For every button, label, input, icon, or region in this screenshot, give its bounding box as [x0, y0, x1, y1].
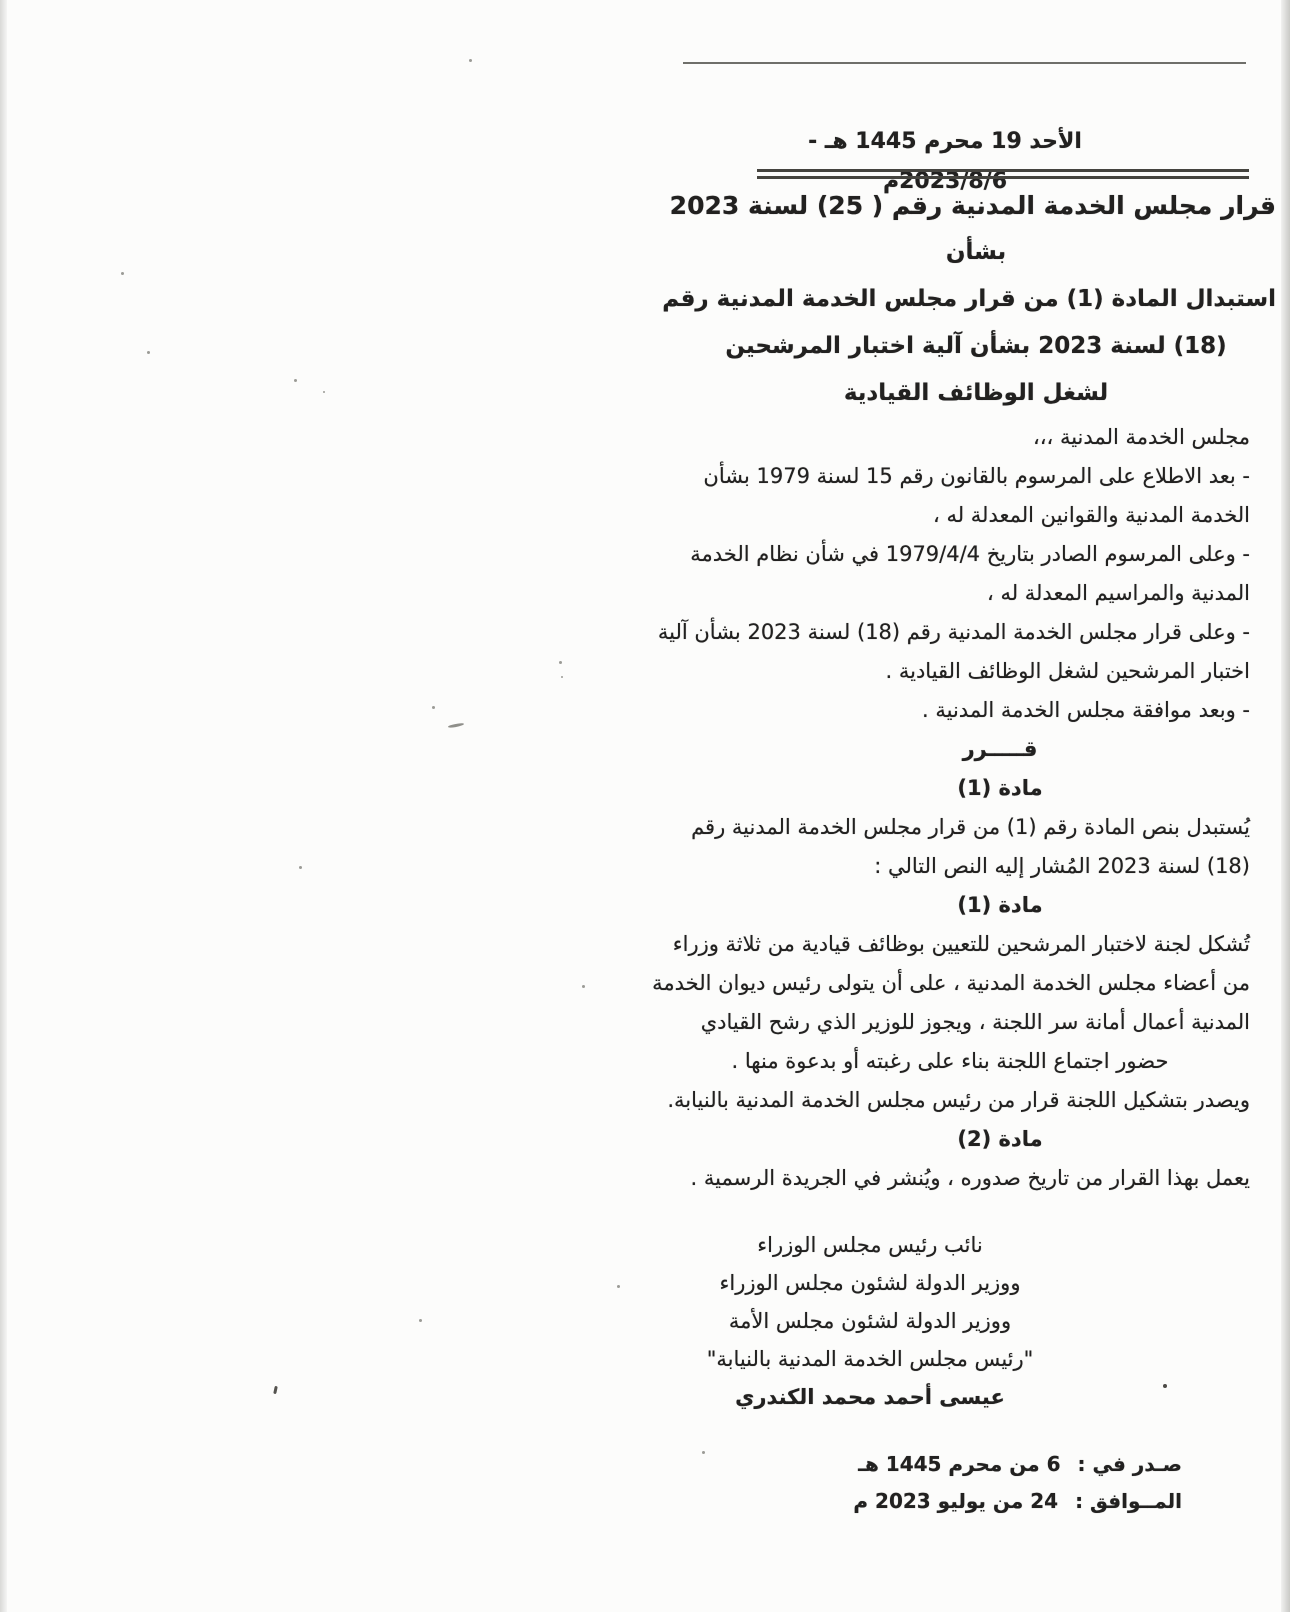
corresponding-date-label: المــوافق : — [1075, 1489, 1182, 1513]
scan-comma-mark — [273, 1386, 278, 1394]
preamble-clause-line: الخدمة المدنية والقوانين المعدلة له ، — [933, 503, 1250, 527]
scan-speck — [702, 1451, 705, 1454]
signatory-title: نائب رئيس مجلس الوزراء — [757, 1233, 983, 1257]
top-rule — [683, 62, 1246, 64]
article-1-sub-line: تُشكل لجنة لاختبار المرشحين للتعيين بوظائف قيادية من ثلاثة وزراء — [672, 932, 1250, 956]
scan-speck — [561, 676, 563, 678]
scan-speck — [294, 379, 297, 382]
preamble-clause-line: - بعد الاطلاع على المرسوم بالقانون رقم 15 لسنة 1979 بشأن — [703, 464, 1250, 488]
issuance-block — [830, 1446, 1182, 1520]
issued-date-row — [830, 1446, 1182, 1483]
signatory-title: "رئيس مجلس الخدمة المدنية بالنيابة" — [706, 1347, 1034, 1371]
issued-date-value: 6 من محرم 1445 هـ — [858, 1452, 1061, 1476]
article-1-heading: مادة (1) — [957, 776, 1043, 800]
subject-line-3: لشغل الوظائف القيادية — [843, 380, 1109, 406]
article-2-heading: مادة (2) — [957, 1127, 1043, 1151]
subject-line-1: استبدال المادة (1) من قرار مجلس الخدمة المدنية رقم — [662, 286, 1276, 312]
corresponding-date-row — [830, 1483, 1182, 1520]
decree-body — [650, 418, 1250, 1198]
preamble-clause-line: المدنية والمراسيم المعدلة له ، — [986, 581, 1250, 605]
scan-speck — [469, 59, 472, 62]
scan-speck — [559, 661, 562, 664]
header-double-rule — [757, 169, 1249, 179]
scan-speck — [582, 985, 585, 988]
scan-speck — [419, 1319, 422, 1322]
article-1-sub-heading: مادة (1) — [957, 893, 1043, 917]
corresponding-date-value: 24 من يوليو 2023 م — [853, 1489, 1059, 1513]
preamble-opening: مجلس الخدمة المدنية ،،، — [1032, 425, 1250, 449]
article-1-sub-line: المدنية أعمال أمانة سر اللجنة ، ويجوز للوزير الذي رشح القيادي — [700, 1010, 1250, 1034]
stray-period-dot — [1163, 1384, 1167, 1388]
article-1-sub-line: من أعضاء مجلس الخدمة المدنية ، على أن يتولى رئيس ديوان الخدمة — [652, 971, 1250, 995]
decree-word: قـــــرر — [962, 737, 1038, 761]
preamble-clause-line: - وعلى المرسوم الصادر بتاريخ 1979/4/4 في شأن نظام الخدمة — [690, 542, 1250, 566]
signatory-title: ووزير الدولة لشئون مجلس الوزراء — [719, 1271, 1021, 1295]
scan-pencil-mark — [448, 723, 464, 729]
resolution-title-block — [662, 182, 1276, 417]
subject-line-2: (18) لسنة 2023 بشأن آلية اختبار المرشحين — [725, 333, 1227, 359]
signatory-title: ووزير الدولة لشئون مجلس الأمة — [728, 1309, 1012, 1333]
subject-word: بشأن — [945, 239, 1007, 265]
article-2-line: يعمل بهذا القرار من تاريخ صدوره ، ويُنشر في الجريدة الرسمية . — [690, 1166, 1250, 1190]
resolution-title: قرار مجلس الخدمة المدنية رقم ( 25) لسنة 2023 — [669, 191, 1276, 220]
scan-speck — [323, 391, 325, 393]
scan-speck — [299, 866, 302, 869]
date-line: الأحد 19 محرم 1445 هـ - 2023/8/6م — [808, 129, 1082, 194]
article-1-line: يُستبدل بنص المادة رقم (1) من قرار مجلس الخدمة المدنية رقم — [691, 815, 1250, 839]
scan-speck — [121, 272, 124, 275]
scan-edge-left — [0, 0, 7, 1612]
scan-speck — [147, 351, 150, 354]
signatory-name: عيسى أحمد محمد الكندري — [735, 1385, 1005, 1409]
preamble-clause-line: - وبعد موافقة مجلس الخدمة المدنية . — [922, 698, 1250, 722]
preamble-clause-line: اختبار المرشحين لشغل الوظائف القيادية . — [885, 659, 1250, 683]
signature-block — [700, 1226, 1040, 1416]
issued-date-label: صـدر في : — [1077, 1452, 1182, 1476]
preamble-clause-line: - وعلى قرار مجلس الخدمة المدنية رقم (18) لسنة 2023 بشأن آلية — [657, 620, 1250, 644]
scan-speck — [432, 706, 435, 709]
article-1-sub-line: ويصدر بتشكيل اللجنة قرار من رئيس مجلس الخدمة المدنية بالنيابة. — [667, 1088, 1250, 1112]
article-1-line: (18) لسنة 2023 المُشار إليه النص التالي : — [874, 854, 1250, 878]
scan-speck — [617, 1285, 620, 1288]
article-1-sub-line: حضور اجتماع اللجنة بناء على رغبته أو بدعوة منها . — [731, 1049, 1169, 1073]
